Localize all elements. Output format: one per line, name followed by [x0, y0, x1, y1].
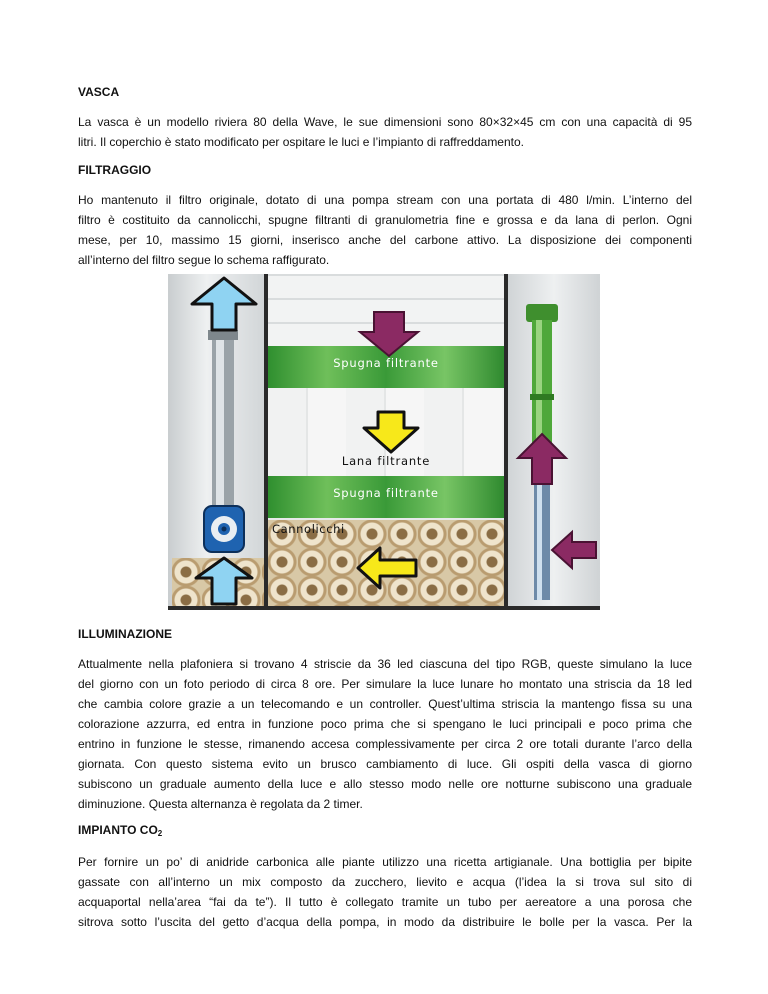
arrow-up-icon — [196, 558, 252, 604]
paragraph-illuminazione-line-3: che cambia colore grazie a un telecomando e un controller. Quest’ultima striscia la mantengo fissa su una — [78, 697, 692, 711]
arrow-left-icon — [552, 532, 596, 568]
paragraph-filtraggio-line-3: mese, per 10, massimo 15 giorni, inserisco anche del carbone attivo. La disposizione dei componenti — [78, 233, 692, 247]
arrow-up-icon — [192, 278, 256, 330]
paragraph-vasca-line-1: La vasca è un modello riviera 80 della Wave, le sue dimensioni sono 80×32×45 cm con una capacità di 95 — [78, 115, 692, 129]
paragraph-co2-line-1: Per fornire un po’ di anidride carbonica alle piante utilizzo una ricetta artigianale. Una bottiglia per bipite — [78, 855, 692, 869]
paragraph-filtraggio-line-4: all’interno del filtro segue lo schema raffigurato. — [78, 253, 330, 267]
paragraph-illuminazione-line-6: giornata. Con questo sistema evito un brusco cambiamento di luce. Gli ospiti della vasca di giorno — [78, 757, 692, 771]
paragraph-filtraggio-line-1: Ho mantenuto il filtro originale, dotato di una pompa stream con una portata di 480 l/min. L’interno del — [78, 193, 692, 207]
heading-illuminazione: ILLUMINAZIONE — [78, 627, 172, 641]
paragraph-co2-line-2: gassate con all’interno un mix composto da zucchero, lievito e acqua (l’idea la si trova sul sito di — [78, 875, 692, 889]
paragraph-vasca-line-2: litri. Il coperchio è stato modificato per ospitare le luci e l’impianto di raffreddamento. — [78, 135, 524, 149]
paragraph-illuminazione-line-1: Attualmente nella plafoniera si trovano 4 striscie da 36 led ciascuna del tipo RGB, queste simulano la luce — [78, 657, 692, 671]
arrow-down-icon — [364, 412, 418, 452]
arrow-down-icon — [360, 312, 418, 356]
heading-co2 — [78, 822, 162, 842]
label-spugna-top: Spugna filtrante — [333, 356, 439, 370]
paragraph-co2-line-4: sitrova sotto l’uscita del getto d’acqua della pompa, in modo da distribuire le bolle per la vasca. Per la — [78, 915, 692, 929]
arrow-up-icon — [518, 434, 566, 484]
label-spugna-bottom: Spugna filtrante — [333, 486, 439, 500]
label-lana: Lana filtrante — [341, 454, 431, 468]
arrow-left-icon — [358, 548, 416, 588]
paragraph-filtraggio-line-2: filtro è costituito da cannolicchi, spugne filtranti di granulometria fine e grossa e da lana di perlon. Ogni — [78, 213, 692, 227]
paragraph-illuminazione-line-2: del giorno con un foto periodo di circa 8 ore. Per simulare la luce lunare ho montato una striscia da 18 led — [78, 677, 692, 691]
heading-filtraggio: FILTRAGGIO — [78, 163, 152, 177]
label-cannolicchi: Cannolicchi — [272, 522, 345, 536]
diagram-graphics — [168, 274, 600, 610]
heading-co2-subscript: 2 — [157, 829, 163, 838]
paragraph-illuminazione-line-4: colorazione azzurra, ed entra in funzione poco prima che si spengano le luci principali e poco prima che — [78, 717, 692, 731]
paragraph-illuminazione-line-8: diminuzione. Questa alternanza è regolata da 2 timer. — [78, 797, 363, 811]
paragraph-co2-line-3: acquaportal nella’area “fai da te”). Il tutto è collegato tramite un tubo per aereatore a una porosa che — [78, 895, 692, 909]
pump-icon — [204, 506, 244, 552]
heading-vasca: VASCA — [78, 85, 120, 99]
paragraph-illuminazione-line-7: subiscono un graduale aumento della luce e allo stesso modo nelle ore notturne subiscono una graduale — [78, 777, 692, 791]
paragraph-illuminazione-line-5: entrino in funzione le stesse, rimanendo accesa complessivamente per circa 2 ore totali durante l’arco della — [78, 737, 692, 751]
filter-diagram — [168, 274, 600, 610]
heading-co2-main: IMPIANTO CO — [78, 823, 158, 837]
